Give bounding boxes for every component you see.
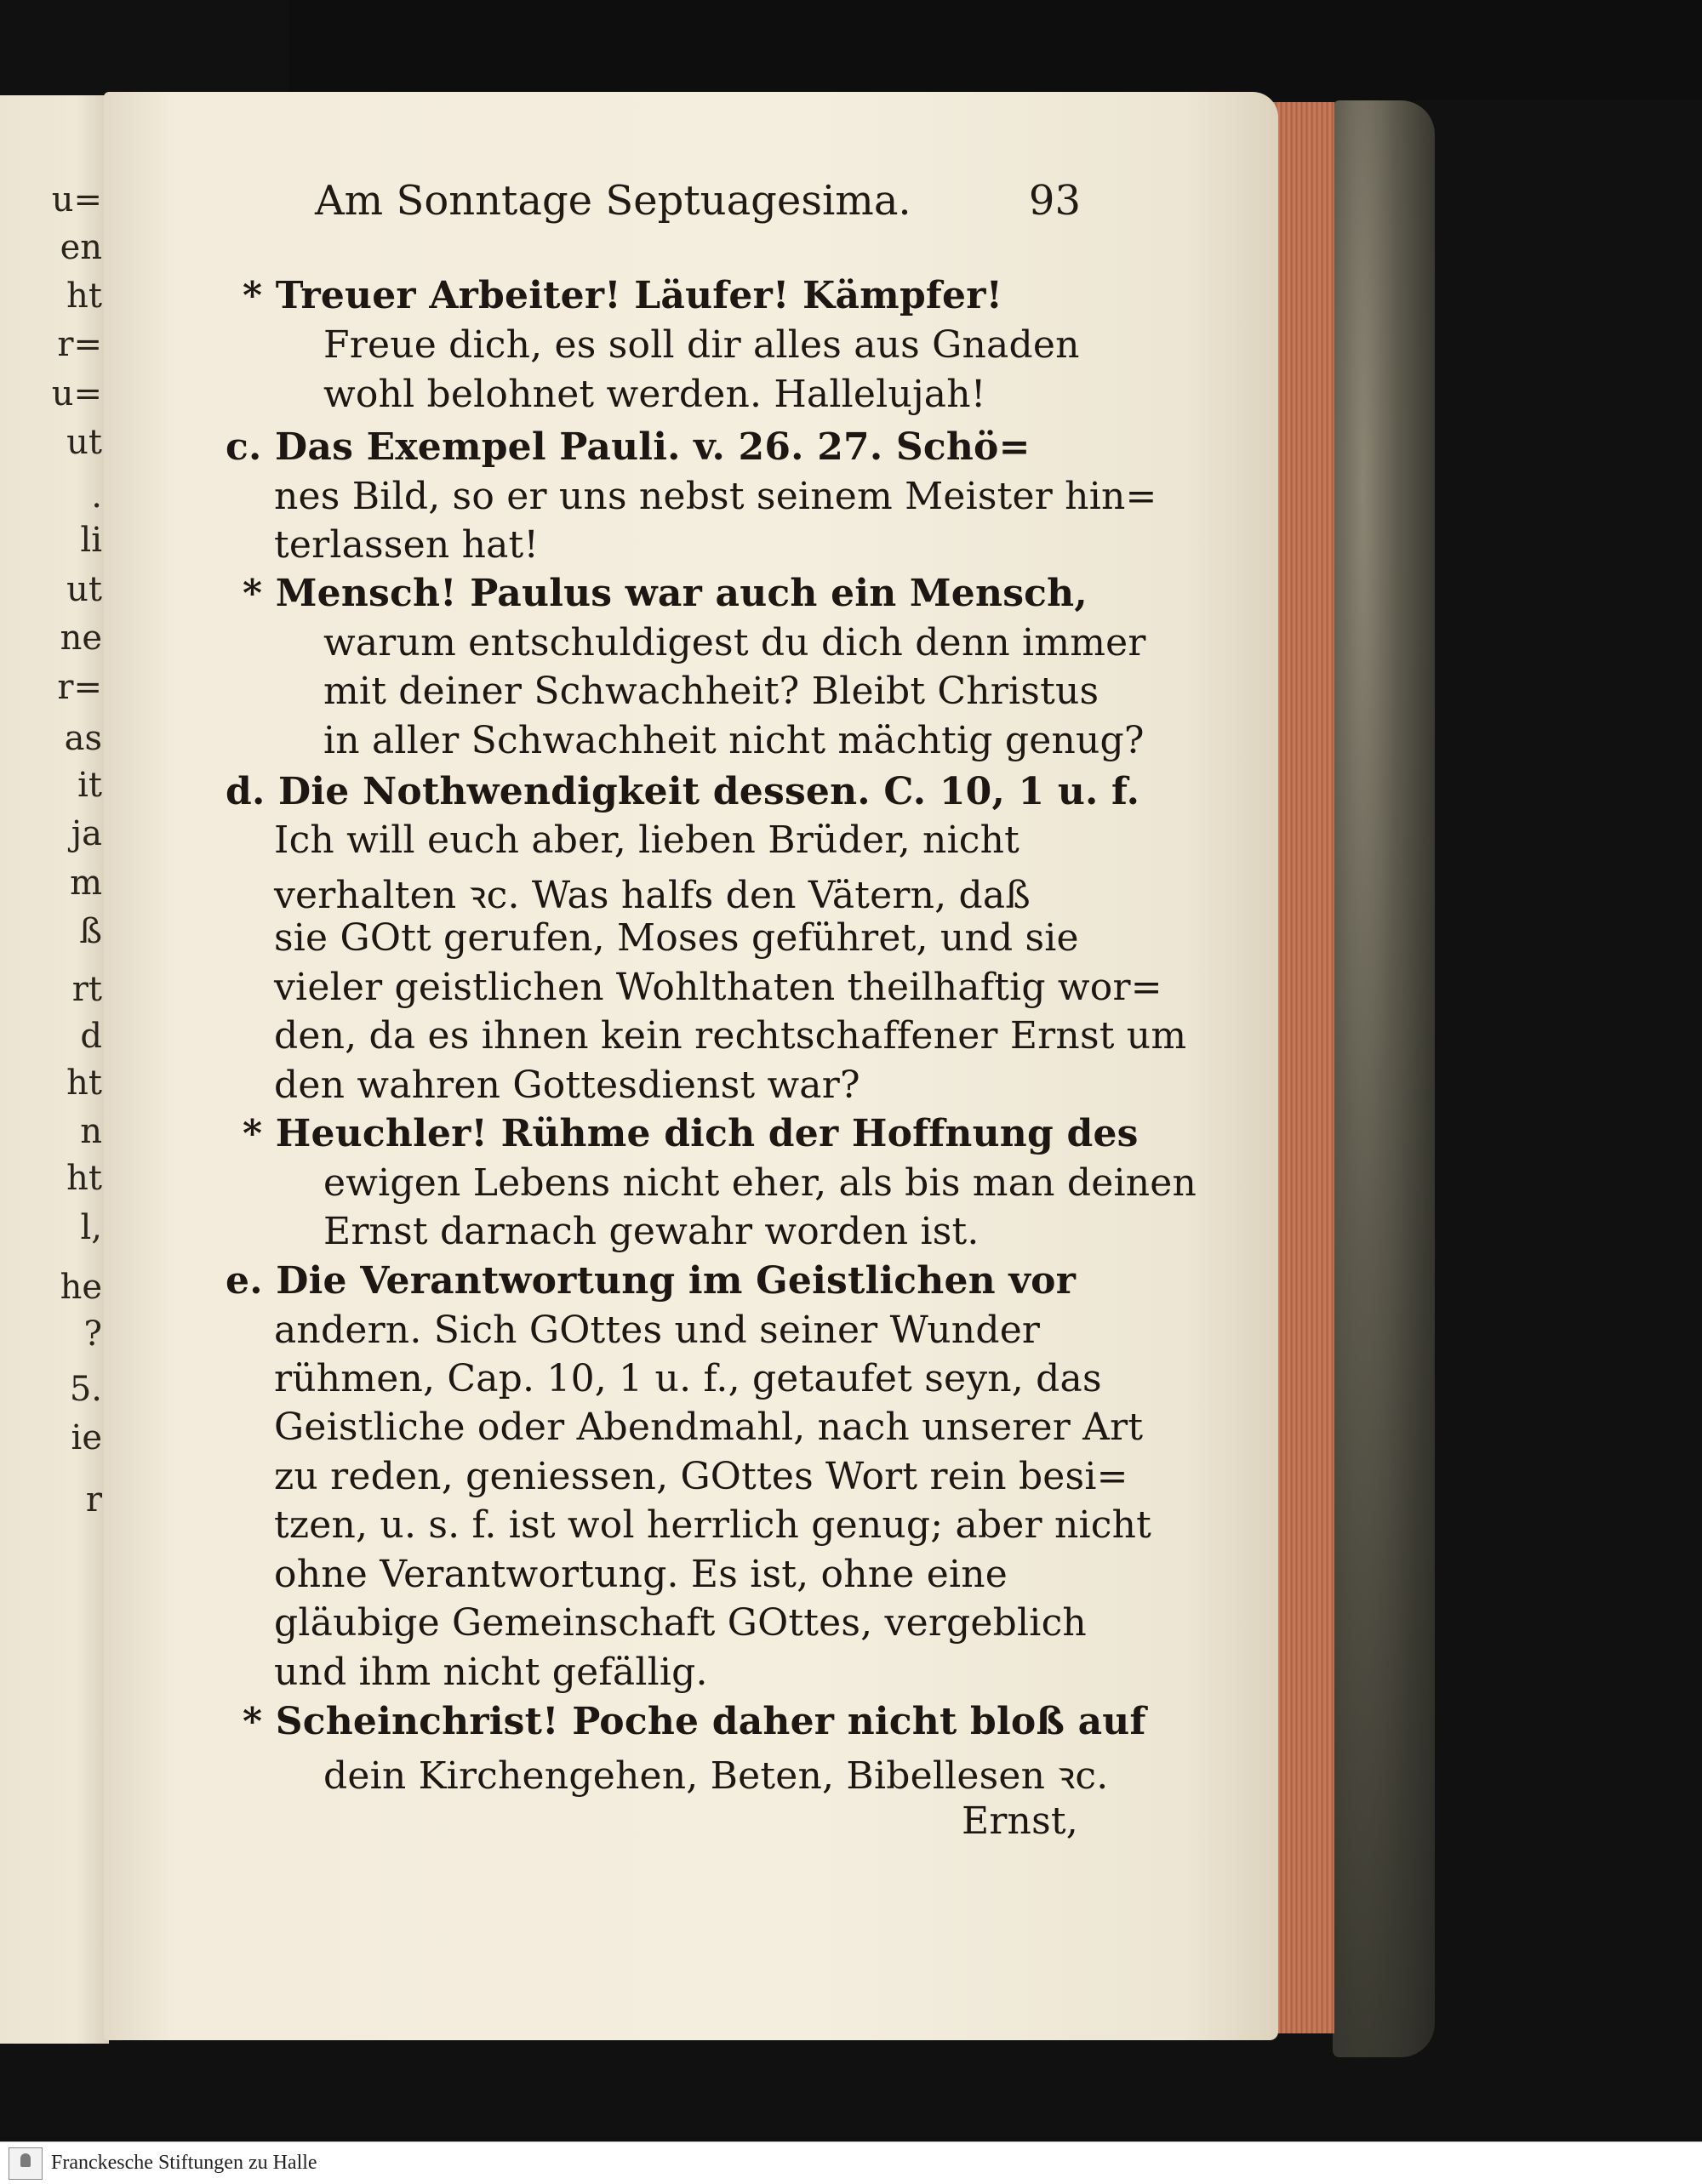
text-line: rühmen, Cap. 10, 1 u. f., getaufet seyn, das	[274, 1357, 1102, 1400]
text-line: Ernst,	[962, 1799, 1078, 1843]
text-line: Ernst darnach gewahr worden ist.	[323, 1210, 980, 1253]
left-page-fragment: r=	[57, 325, 102, 364]
text-line: d. Die Nothwendigkeit dessen. C. 10, 1 u. f.	[226, 770, 1140, 813]
left-page-fragment: u=	[51, 374, 102, 413]
left-page-fragment: ß	[79, 912, 102, 951]
left-page-fragment: ht	[66, 1159, 102, 1198]
left-page-fragment: en	[60, 228, 102, 267]
left-page-fragment: ht	[66, 277, 102, 316]
left-page-fragment: ?	[83, 1314, 102, 1354]
left-page-fragment: l,	[80, 1208, 102, 1247]
footer-bar	[0, 2141, 1702, 2184]
text-line: ohne Verantwortung. Es ist, ohne eine	[274, 1553, 1008, 1596]
text-line: Geistliche oder Abendmahl, nach unserer Art	[274, 1406, 1144, 1449]
text-line: * Heuchler! Rühme dich der Hoffnung des	[243, 1112, 1139, 1155]
text-line: dein Kirchengehen, Beten, Bibellesen ꝛc.	[323, 1754, 1109, 1798]
left-page	[0, 95, 109, 2044]
left-page-fragment: ut	[66, 423, 102, 462]
left-page-fragment: ie	[71, 1418, 102, 1457]
text-line: in aller Schwachheit nicht mächtig genug?	[323, 719, 1145, 762]
left-page-fragment: li	[80, 521, 102, 560]
text-line: * Mensch! Paulus war auch ein Mensch,	[243, 572, 1088, 615]
left-page-fragment: r	[85, 1480, 102, 1520]
text-line: Freue dich, es soll dir alles aus Gnaden	[323, 323, 1080, 367]
text-line: den, da es ihnen kein rechtschaffener Ernst um	[274, 1014, 1187, 1058]
text-line: nes Bild, so er uns nebst seinem Meister hin=	[274, 475, 1157, 518]
left-page-fragment: n	[80, 1112, 102, 1151]
text-line: c. Das Exempel Pauli. v. 26. 27. Schö=	[226, 425, 1031, 469]
text-line: andern. Sich GOttes und seiner Wunder	[274, 1309, 1041, 1352]
text-line: den wahren Gottesdienst war?	[274, 1063, 860, 1107]
left-page-fragment: 5.	[69, 1370, 102, 1409]
book-cover-edge	[1333, 100, 1435, 2057]
left-page-fragment: ut	[66, 570, 102, 609]
text-line: terlassen hat!	[274, 523, 540, 567]
text-line: wohl belohnet werden. Hallelujah!	[323, 373, 986, 416]
text-line: vieler geistlichen Wohlthaten theilhaftig wor=	[274, 966, 1162, 1009]
left-page-fragment: rt	[71, 970, 102, 1009]
left-page-fragment: .	[91, 476, 102, 516]
background-top	[289, 0, 1702, 100]
text-line: Ich will euch aber, lieben Brüder, nicht	[274, 818, 1020, 862]
text-line: sie GOtt gerufen, Moses geführet, und sie	[274, 916, 1079, 960]
left-page-fragment: he	[60, 1268, 102, 1307]
institution-name: Franckesche Stiftungen zu Halle	[51, 2152, 317, 2174]
text-line: * Scheinchrist! Poche daher nicht bloß auf	[243, 1700, 1146, 1743]
text-line: e. Die Verantwortung im Geistlichen vor	[226, 1259, 1077, 1303]
left-page-fragment: u=	[51, 180, 102, 220]
text-line: und ihm nicht gefällig.	[274, 1651, 708, 1694]
running-header	[315, 177, 1081, 225]
left-page-fragment: r=	[57, 668, 102, 707]
left-page-fragment: m	[70, 864, 102, 903]
left-page-fragment: it	[77, 766, 102, 805]
left-page-fragment: as	[64, 719, 102, 758]
text-line: zu reden, geniessen, GOttes Wort rein besi=	[274, 1455, 1128, 1498]
left-page-fragment: ja	[71, 814, 102, 853]
left-page-fragment: d	[80, 1017, 102, 1056]
left-page-fragment: ne	[60, 619, 102, 658]
text-line: verhalten ꝛc. Was halfs den Vätern, daß	[274, 874, 1031, 917]
text-line: warum entschuldigest du dich denn immer	[323, 621, 1146, 664]
running-head-title: Am Sonntage Septuagesima.	[315, 177, 911, 225]
text-line: ewigen Lebens nicht eher, als bis man deinen	[323, 1161, 1197, 1205]
left-page-fragment: ht	[66, 1063, 102, 1103]
text-line: mit deiner Schwachheit? Bleibt Christus	[323, 670, 1099, 713]
institution-logo-icon	[9, 2147, 43, 2180]
text-line: * Treuer Arbeiter! Läufer! Kämpfer!	[243, 274, 1003, 317]
page-number: 93	[1028, 177, 1081, 225]
text-line: gläubige Gemeinschaft GOttes, vergeblich	[274, 1601, 1087, 1645]
text-line: tzen, u. s. f. ist wol herrlich genug; aber nicht	[274, 1503, 1152, 1547]
